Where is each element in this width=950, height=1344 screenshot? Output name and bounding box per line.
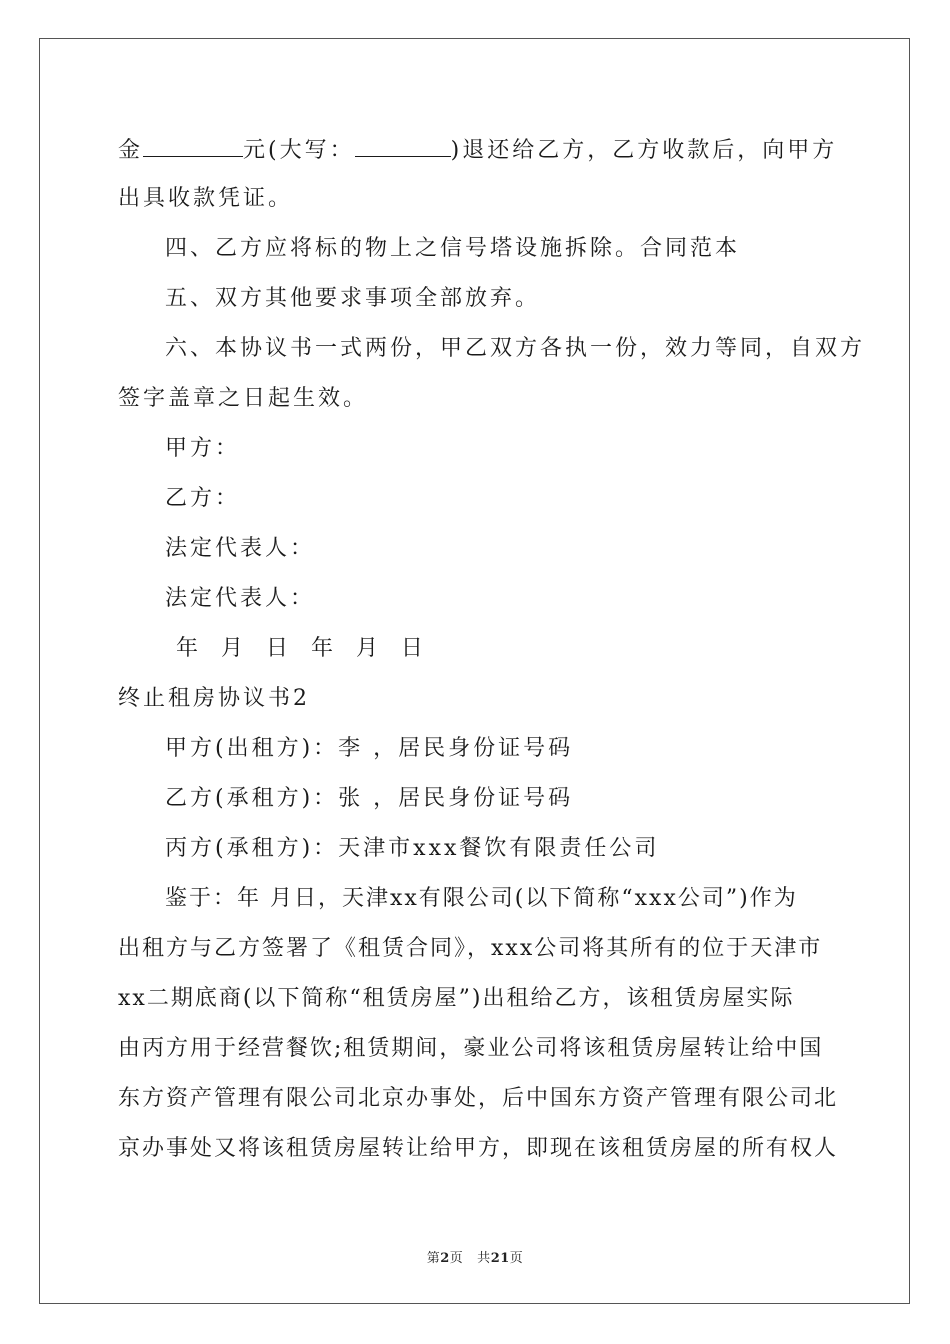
paragraph-line bbox=[118, 134, 837, 166]
blank-underline bbox=[143, 134, 243, 157]
recital-line: 京办事处又将该租赁房屋转让给甲方，即现在该租赁房屋的所有权人 bbox=[118, 1136, 839, 1161]
recital-line: xx二期底商(以下简称“租赁房屋”)出租给乙方，该租赁房屋实际 bbox=[118, 986, 795, 1011]
footer-total-number: 21 bbox=[490, 1251, 510, 1266]
recital-line: 出租方与乙方签署了《租赁合同》，xxx公司将其所有的位于天津市 bbox=[118, 936, 823, 961]
legal-representative: 法定代表人： bbox=[165, 536, 316, 561]
footer-total-suffix: 页 bbox=[509, 1251, 524, 1266]
party-b-signature: 乙方： bbox=[165, 486, 241, 511]
footer-page-number: 2 bbox=[440, 1251, 450, 1266]
clause-six: 六、本协议书一式两份，甲乙双方各执一份，效力等同，自双方 bbox=[165, 336, 866, 361]
legal-representative: 法定代表人： bbox=[165, 586, 316, 611]
footer-page-prefix: 第 bbox=[426, 1251, 441, 1266]
recital-line: 由丙方用于经营餐饮;租赁期间，豪业公司将该租赁房屋转让给中国 bbox=[118, 1036, 824, 1061]
paragraph-line: 出具收款凭证。 bbox=[118, 186, 294, 211]
party-c-info: 丙方(承租方)：天津市xxx餐饮有限责任公司 bbox=[165, 836, 660, 861]
page-footer bbox=[0, 1247, 950, 1266]
blank-underline bbox=[355, 134, 451, 157]
recital-line: 东方资产管理有限公司北京办事处，后中国东方资产管理有限公司北 bbox=[118, 1086, 839, 1111]
party-a-info: 甲方(出租方)：李 ，居民身份证号码 bbox=[165, 736, 574, 761]
text-segment: 元(大写： bbox=[243, 138, 355, 163]
clause-four: 四、乙方应将标的物上之信号塔设施拆除。合同范本 bbox=[165, 236, 741, 261]
clause-five: 五、双方其他要求事项全部放弃。 bbox=[165, 286, 541, 311]
date-line: 年 月 日 年 月 日 bbox=[176, 636, 426, 661]
page-border bbox=[39, 38, 910, 1304]
party-b-info: 乙方(承租方)：张 ，居民身份证号码 bbox=[165, 786, 574, 811]
footer-total-prefix: 共 bbox=[477, 1251, 491, 1266]
section-title: 终止租房协议书2 bbox=[118, 686, 310, 711]
text-segment: )退还给乙方，乙方收款后，向甲方 bbox=[450, 138, 838, 163]
footer-page-suffix: 页 bbox=[449, 1251, 464, 1266]
paragraph-line: 签字盖章之日起生效。 bbox=[118, 386, 369, 411]
recital-line: 鉴于：年 月日，天津xx有限公司(以下简称“xxx公司”)作为 bbox=[165, 886, 798, 911]
text-segment: 金 bbox=[118, 138, 144, 163]
party-a-signature: 甲方： bbox=[165, 436, 241, 461]
